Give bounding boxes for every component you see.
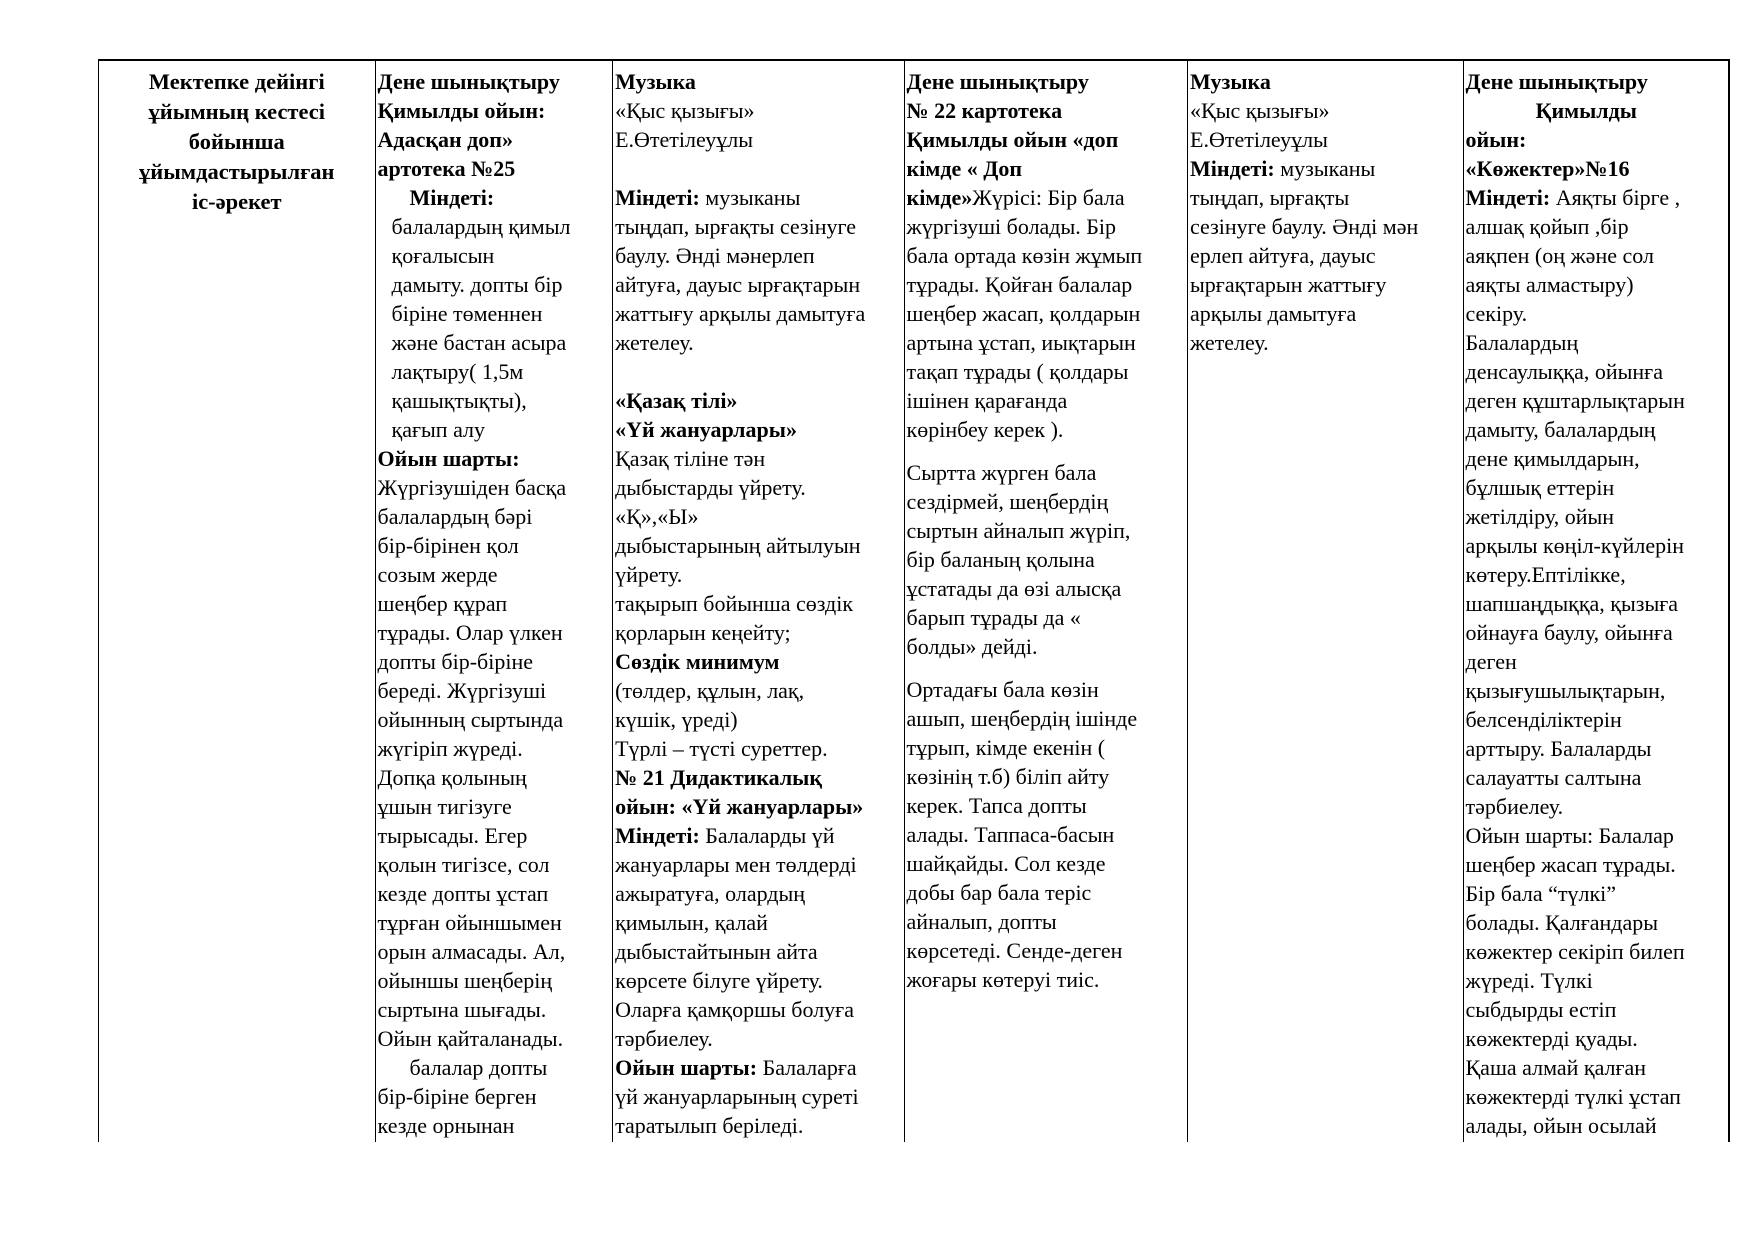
task-label: Міндеті: bbox=[409, 185, 495, 210]
kazakh-line: тақырып бойынша сөздік bbox=[615, 591, 854, 616]
task-text: музыканы bbox=[1274, 156, 1376, 181]
header-line: ұйымның кестесі bbox=[148, 99, 325, 124]
task-label: Міндеті: bbox=[1465, 185, 1551, 210]
body-line: шайқайды. Сол кезде bbox=[906, 851, 1106, 876]
rules-line: кезде допты ұстап bbox=[377, 881, 549, 906]
task-line: арқылы дамытуға bbox=[1190, 301, 1357, 326]
body-line: болды» дейді. bbox=[906, 634, 1038, 659]
task-text: Аяқты бірге , bbox=[1550, 185, 1681, 210]
body-line: тұрады. Қойған балалар bbox=[906, 272, 1133, 297]
body-line: көжектерді түлкі ұстап bbox=[1465, 1084, 1681, 1109]
body-line: белсенділіктерін bbox=[1465, 707, 1622, 732]
vocab-line: (төлдер, құлын, лақ, bbox=[615, 678, 805, 703]
song-title: «Қыс қызығы» bbox=[615, 98, 755, 123]
body-line: көжектерді қуады. bbox=[1465, 1026, 1638, 1051]
game-task-line: жануарлары мен төлдерді bbox=[615, 852, 857, 877]
body-line: Қаша алмай қалған bbox=[1465, 1055, 1647, 1080]
task-line: тыңдап, ырғақты сезінуге bbox=[615, 214, 856, 239]
body-line: жоғары көтеруі тиіс. bbox=[906, 967, 1100, 992]
activity-type-cell bbox=[99, 61, 376, 1142]
body-line: дене қимылдарын, bbox=[1465, 446, 1640, 471]
task-line: жаттығу арқылы дамытуға bbox=[615, 301, 866, 326]
rules-line: ұшын тигізуге bbox=[377, 794, 512, 819]
body-line: шеңбер жасап тұрады. bbox=[1465, 852, 1676, 877]
game-progress-line bbox=[907, 183, 1185, 212]
song-title: «Қыс қызығы» bbox=[1190, 98, 1330, 123]
body-line: тақап тұрады ( қолдары bbox=[906, 359, 1129, 384]
task-line: біріне төменнен bbox=[391, 301, 543, 326]
body-line: шеңбер жасап, қолдарын bbox=[906, 301, 1141, 326]
body-line: ашып, шеңбердің ішінде bbox=[906, 706, 1138, 731]
rules-line: қолын тигізсе, сол bbox=[377, 852, 550, 877]
vocab-line: күшік, үреді) bbox=[615, 707, 738, 732]
task-text: музыканы bbox=[699, 185, 801, 210]
task-line bbox=[1466, 183, 1727, 212]
body-line: деген bbox=[1465, 649, 1517, 674]
task-line: және бастан асыра bbox=[391, 330, 567, 355]
task-line: жетелеу. bbox=[615, 330, 694, 355]
body-line: денсаулыққа, ойынға bbox=[1465, 359, 1663, 384]
vocab-label: Сөздік минимум bbox=[615, 649, 780, 674]
rules-line: тұрады. Олар үлкен bbox=[377, 620, 563, 645]
body-line: алшақ қойып ,бір bbox=[1465, 214, 1629, 239]
rules-line: тырысады. Егер bbox=[377, 823, 528, 848]
game-name: Адасқан доп» bbox=[377, 127, 513, 152]
card-number: № 22 картотека bbox=[906, 98, 1063, 123]
game-rules-line: таратылып беріледі. bbox=[615, 1113, 804, 1138]
rules-line: созым жерде bbox=[377, 562, 498, 587]
subject-title: Дене шынықтыру bbox=[1465, 69, 1648, 94]
subject-title: Дене шынықтыру bbox=[377, 69, 560, 94]
body-line: секіру. bbox=[1465, 301, 1528, 326]
spacer bbox=[615, 154, 901, 183]
rules-line: бір-біріне берген bbox=[377, 1084, 537, 1109]
task-line: ерлеп айтуға, дауыс bbox=[1190, 243, 1376, 268]
game-rules-text: Балаларға bbox=[757, 1055, 857, 1080]
task-line: жетелеу. bbox=[1190, 330, 1269, 355]
rules-line: допты бір-біріне bbox=[377, 649, 533, 674]
spacer bbox=[615, 357, 901, 386]
tuesday-cell bbox=[613, 61, 904, 1142]
task-line: дамыту. допты бір bbox=[391, 272, 563, 297]
game-task-line: тәрбиелеу. bbox=[615, 1026, 713, 1051]
game-type: ойын: bbox=[1465, 127, 1527, 152]
thursday-cell bbox=[1188, 61, 1463, 1142]
task-line: тыңдап, ырғақты bbox=[1190, 185, 1350, 210]
rules-line: тұрған ойыншымен bbox=[377, 910, 562, 935]
task-line: баулу. Әнді мәнерлеп bbox=[615, 243, 815, 268]
game-task-text: Балаларды үй bbox=[699, 823, 835, 848]
body-line: добы бар бала теріс bbox=[906, 880, 1092, 905]
body-line: көрінбеу керек ). bbox=[906, 417, 1064, 442]
body-line: арттыру. Балаларды bbox=[1465, 736, 1652, 761]
body-line: сездірмей, шеңбердің bbox=[906, 489, 1109, 514]
game-type: Қимылды ойын: bbox=[377, 98, 546, 123]
rules-line: ойыншы шеңберің bbox=[377, 968, 553, 993]
body-line: керек. Тапса допты bbox=[906, 793, 1087, 818]
game-task-line: дыбыстайтынын айта bbox=[615, 939, 818, 964]
body-line: деген құштарлықтарын bbox=[1465, 388, 1685, 413]
body-line: жүргізуші болады. Бір bbox=[906, 214, 1117, 239]
subject-title: Музыка bbox=[615, 69, 696, 94]
body-line: бала ортада көзін жұмып bbox=[906, 243, 1143, 268]
task-line: сезінуге баулу. Әнді мән bbox=[1190, 214, 1419, 239]
rules-line: орын алмасады. Ал, bbox=[377, 939, 566, 964]
game-task-line: көрсете білуге үйрету. bbox=[615, 968, 823, 993]
body-line: аяқпен (оң және сол bbox=[1465, 243, 1654, 268]
body-line: көрсетеді. Сенде-деген bbox=[906, 938, 1123, 963]
kazakh-topic: «Үй жануарлары» bbox=[615, 417, 797, 442]
body-line: тәрбиелеу. bbox=[1465, 794, 1564, 819]
rules-line: береді. Жүргізуші bbox=[377, 678, 547, 703]
body-line: болады. Қалғандары bbox=[1465, 910, 1659, 935]
subject-title: Дене шынықтыру bbox=[906, 69, 1089, 94]
task-line: балалардың қимыл bbox=[391, 214, 571, 239]
rules-line: балалардың бәрі bbox=[377, 504, 533, 529]
game-name: «Көжектер»№16 bbox=[1465, 156, 1630, 181]
game-task-line: қимылын, қалай bbox=[615, 910, 768, 935]
body-line: арқылы көңіл-күйлерін bbox=[1465, 533, 1684, 558]
task-label: Міндеті: bbox=[615, 185, 700, 210]
rules-line: бір-бірінен қол bbox=[377, 533, 519, 558]
body-line: сыртын айналып жүріп, bbox=[906, 518, 1131, 543]
game-task-line: Оларға қамқоршы болуға bbox=[615, 997, 854, 1022]
header-line: Мектепке дейінгі bbox=[148, 69, 325, 94]
rules-line: шеңбер құрап bbox=[377, 591, 508, 616]
body-line: алады. Таппаса-басын bbox=[906, 822, 1115, 847]
body-line: аяқты алмастыру) bbox=[1465, 272, 1634, 297]
body-line: Бір бала “түлкі” bbox=[1465, 881, 1617, 906]
task-line: ырғақтарын жаттығу bbox=[1190, 272, 1387, 297]
game-task-label: Міндеті: bbox=[615, 823, 700, 848]
body-line: айналып, допты bbox=[906, 909, 1057, 934]
body-line: бұлшық еттерін bbox=[1465, 475, 1615, 500]
rules-line: Ойын қайталанады. bbox=[377, 1026, 564, 1051]
task-label: Міндеті: bbox=[1190, 156, 1275, 181]
body-line: жүреді. Түлкі bbox=[1465, 968, 1593, 993]
body-line: тұрып, кімде екенін ( bbox=[906, 735, 1106, 760]
game-name: Қимылды ойын «доп bbox=[906, 127, 1119, 152]
body-line: қызығушылықтарын, bbox=[1465, 678, 1666, 703]
game-task-line bbox=[615, 821, 901, 850]
header-line: бойынша bbox=[188, 129, 285, 154]
card-number: артотека №25 bbox=[377, 156, 516, 181]
vocab-line: Түрлі – түсті суреттер. bbox=[615, 736, 828, 761]
song-author: Е.Өтетілеуұлы bbox=[615, 127, 753, 152]
body-line: Балалардың bbox=[1465, 330, 1579, 355]
game-type: Қимылды bbox=[1535, 98, 1637, 123]
spacer bbox=[907, 661, 1185, 675]
game-rules-label: Ойын шарты: bbox=[615, 1055, 758, 1080]
task-line: қоғалысын bbox=[391, 243, 495, 268]
task-line: лақтыру( 1,5м bbox=[391, 359, 524, 384]
body-line: жетілдіру, ойын bbox=[1465, 504, 1615, 529]
body-line: бір баланың қолына bbox=[906, 547, 1095, 572]
kazakh-line: дыбыстарды үйрету. bbox=[615, 475, 806, 500]
rules-line: Допқа қолының bbox=[377, 765, 527, 790]
task-line: қашықтықты), bbox=[391, 388, 527, 413]
body-line: сыбдырды естіп bbox=[1465, 997, 1617, 1022]
body-line: шапшаңдыққа, қызыға bbox=[1465, 591, 1679, 616]
rules-line: Жүргізушіден басқа bbox=[377, 475, 567, 500]
spacer bbox=[907, 444, 1185, 458]
body-line: алады, ойын осылай bbox=[1465, 1113, 1657, 1138]
game-name-end: кімде» bbox=[906, 185, 973, 210]
wednesday-cell bbox=[905, 61, 1188, 1142]
subject-title: Музыка bbox=[1190, 69, 1271, 94]
kazakh-title: «Қазақ тілі» bbox=[615, 388, 738, 413]
monday-cell bbox=[376, 61, 614, 1142]
rules-line: балалар допты bbox=[409, 1055, 548, 1080]
body-line: көжектер секіріп билеп bbox=[1465, 939, 1685, 964]
rules-line: кезде орнынан bbox=[377, 1113, 515, 1138]
game-title: № 21 Дидактикалық bbox=[615, 765, 823, 790]
rules-line: ойынның сыртында bbox=[377, 707, 564, 732]
friday-cell bbox=[1464, 61, 1729, 1142]
body-line: Ойын шарты: Балалар bbox=[1465, 823, 1674, 848]
schedule-table bbox=[98, 59, 1730, 1142]
kazakh-line: Қазақ тіліне тән bbox=[615, 446, 766, 471]
task-line bbox=[1190, 154, 1460, 183]
progress-text: Жүрісі: Бір бала bbox=[972, 185, 1125, 210]
body-line: артына ұстап, иықтарын bbox=[906, 330, 1136, 355]
rules-label: Ойын шарты: bbox=[377, 446, 520, 471]
kazakh-line: «Қ»,«Ы» bbox=[615, 504, 699, 529]
rules-line: жүгіріп жүреді. bbox=[377, 736, 523, 761]
game-title: ойын: «Үй жануарлары» bbox=[615, 794, 864, 819]
body-line: ішінен қарағанда bbox=[906, 388, 1068, 413]
game-rules-line bbox=[615, 1053, 901, 1082]
body-line: Ортадағы бала көзін bbox=[906, 677, 1099, 702]
body-line: ұстатады да өзі алысқа bbox=[906, 576, 1122, 601]
task-line: қағып алу bbox=[391, 417, 486, 442]
game-rules-line: үй жануарларының суреті bbox=[615, 1084, 859, 1109]
kazakh-line: үйрету. bbox=[615, 562, 683, 587]
body-line: барып тұрады да « bbox=[906, 605, 1081, 630]
rules-line: сыртына шығады. bbox=[377, 997, 547, 1022]
body-line: Сыртта жүрген бала bbox=[906, 460, 1097, 485]
body-line: көтеру.Ептілікке, bbox=[1465, 562, 1626, 587]
task-line: айтуға, дауыс ырғақтарын bbox=[615, 272, 861, 297]
song-author: Е.Өтетілеуұлы bbox=[1190, 127, 1328, 152]
kazakh-line: дыбыстарының айтылуын bbox=[615, 533, 861, 558]
task-line bbox=[615, 183, 901, 212]
body-line: ойнауға баулу, ойынға bbox=[1465, 620, 1673, 645]
game-task-line: ажыратуға, олардың bbox=[615, 881, 806, 906]
body-line: көзінің т.б) біліп айту bbox=[906, 764, 1110, 789]
kazakh-line: қорларын кеңейту; bbox=[615, 620, 791, 645]
header-line: ұйымдастырылған bbox=[139, 159, 335, 184]
game-name: кімде « Доп bbox=[906, 156, 1023, 181]
body-line: салауатты салтына bbox=[1465, 765, 1642, 790]
body-line: дамыту, балалардың bbox=[1465, 417, 1656, 442]
header-line: іс-әрекет bbox=[191, 189, 282, 214]
